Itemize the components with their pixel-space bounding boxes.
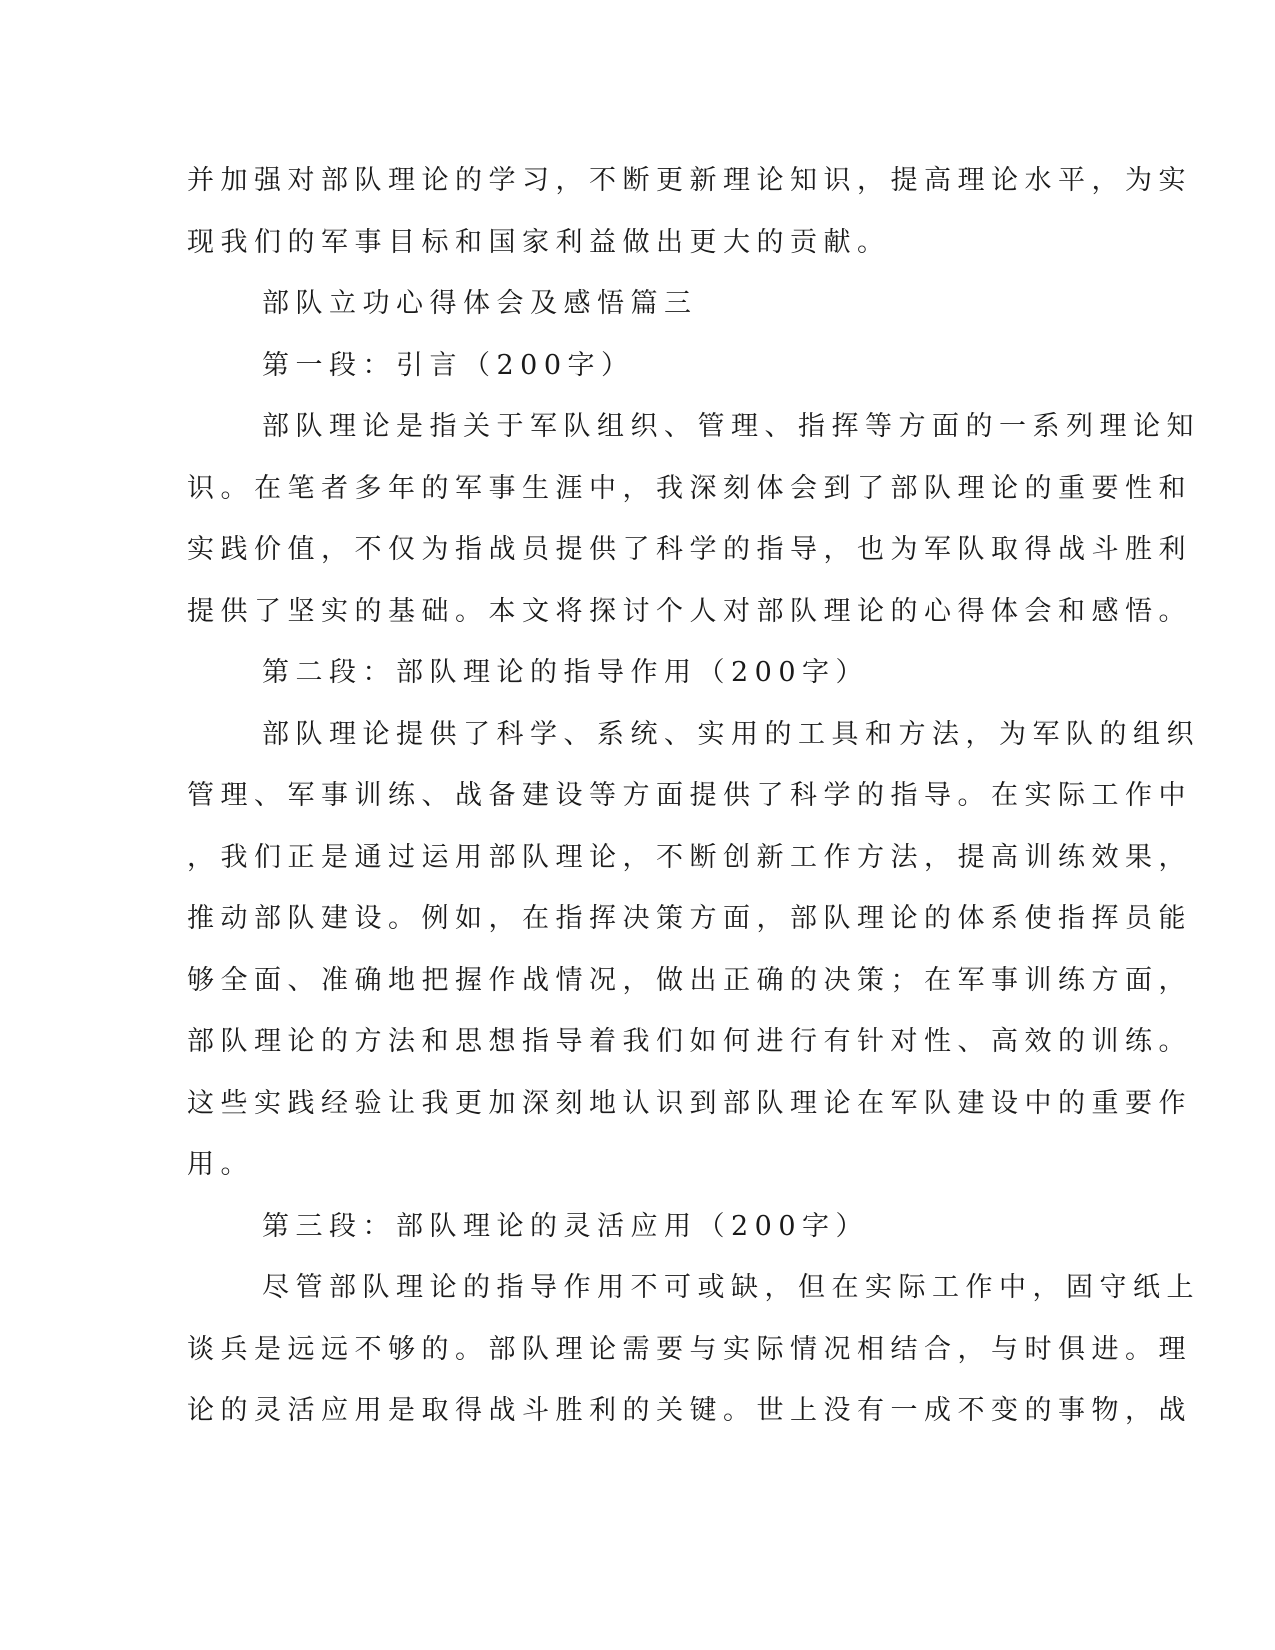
section-heading-3 xyxy=(187,1196,1067,1258)
section-heading-2 xyxy=(187,642,1067,704)
body-paragraph-1 xyxy=(187,396,1200,642)
paragraph-line: 管理、军事训练、战备建设等方面提供了科学的指导。在实际工作中 xyxy=(187,780,1192,811)
paragraph-line: 推动部队建设。例如，在指挥决策方面，部队理论的体系使指挥员能 xyxy=(187,903,1192,934)
paragraph-line: 提供了坚实的基础。本文将探讨个人对部队理论的心得体会和感悟。 xyxy=(187,595,1192,627)
body-paragraph-3 xyxy=(187,1257,1200,1442)
paragraph-line: 够全面、准确地把握作战情况，做出正确的决策；在军事训练方面， xyxy=(187,964,1192,996)
paragraph-line: 这些实践经验让我更加深刻地认识到部队理论在军队建设中的重要作 xyxy=(187,1087,1192,1119)
paragraph-line: 谈兵是远远不够的。部队理论需要与实际情况相结合，与时俱进。理 xyxy=(187,1333,1192,1365)
section-heading-text: 第三段：部队理论的灵活应用（200字） xyxy=(262,1210,870,1242)
paragraph-line: 尽管部队理论的指导作用不可或缺，但在实际工作中，固守纸上 xyxy=(262,1272,1200,1303)
paragraph-line: 论的灵活应用是取得战斗胜利的关键。世上没有一成不变的事物，战 xyxy=(187,1395,1192,1426)
section-heading-text: 第二段：部队理论的指导作用（200字） xyxy=(262,657,870,688)
paragraph-line: 并加强对部队理论的学习，不断更新理论知识，提高理论水平，为实 xyxy=(187,165,1192,196)
paragraph-line: 现我们的军事目标和国家利益做出更大的贡献。 xyxy=(187,226,891,258)
section-heading-1 xyxy=(187,335,1067,397)
paragraph-line: 部队理论是指关于军队组织、管理、指挥等方面的一系列理论知 xyxy=(262,411,1200,442)
paragraph-line: 实践价值，不仅为指战员提供了科学的指导，也为军队取得战斗胜利 xyxy=(187,534,1192,565)
section-heading-text: 第一段：引言（200字） xyxy=(262,349,635,381)
paragraph-line: 部队理论提供了科学、系统、实用的工具和方法，为军队的组织 xyxy=(262,718,1200,750)
closing-paragraph xyxy=(187,150,1192,273)
paragraph-line: ，我们正是通过运用部队理论，不断创新工作方法，提高训练效果， xyxy=(187,841,1192,873)
body-paragraph-2 xyxy=(187,704,1200,1196)
paragraph-line: 部队理论的方法和思想指导着我们如何进行有针对性、高效的训练。 xyxy=(187,1026,1192,1057)
section-title xyxy=(187,273,1067,335)
paragraph-line: 识。在笔者多年的军事生涯中，我深刻体会到了部队理论的重要性和 xyxy=(187,472,1192,504)
section-title-text: 部队立功心得体会及感悟篇三 xyxy=(262,288,698,319)
paragraph-line: 用。 xyxy=(187,1149,254,1180)
document-page xyxy=(187,150,1200,1442)
